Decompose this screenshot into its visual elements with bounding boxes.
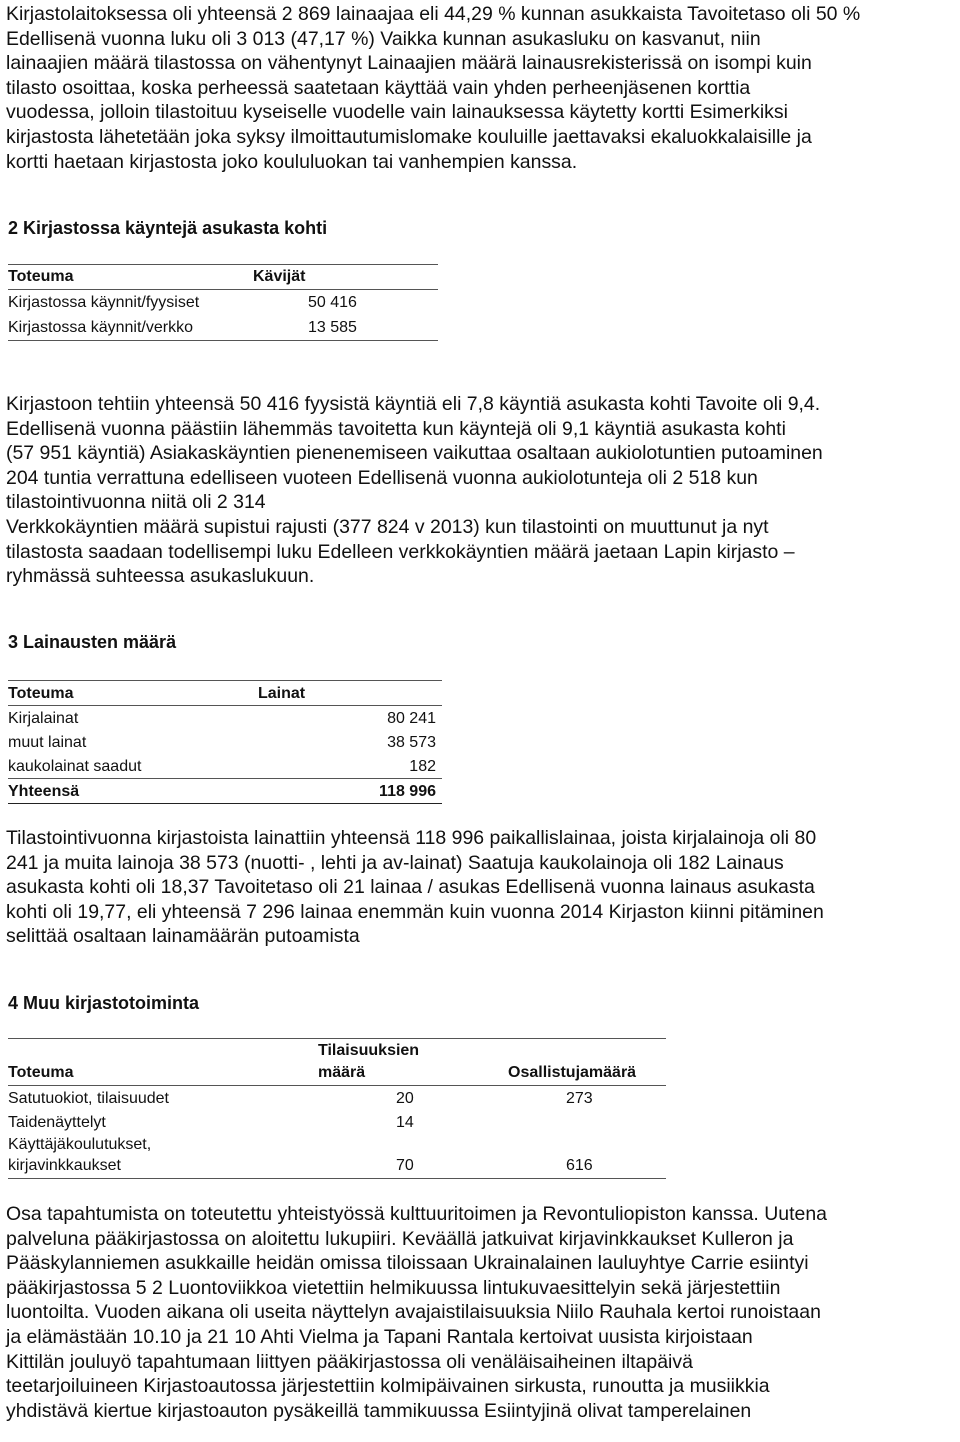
section-3-paragraph [6, 826, 954, 949]
table-rule [8, 1178, 666, 1179]
row-label-line1: Käyttäjäkoulutukset, [8, 1136, 152, 1153]
col-header-kavijat: Kävijät [253, 268, 306, 285]
text-line: Kittilän jouluyö tapahtumaan liittyen pääkirjastossa oli venäläisaiheinen iltapäivä [6, 1350, 693, 1373]
text-line: pääkirjastossa 5 2 Luontoviikkoa vietettiin helmikuussa lintukuvaesittelyin sekä järjestettiin [6, 1276, 781, 1299]
row-value: 182 [409, 758, 436, 775]
section-2-heading: 2 Kirjastossa käyntejä asukasta kohti [8, 218, 328, 238]
section-3-heading: 3 Lainausten määrä [8, 632, 177, 652]
col-header-lainat: Lainat [258, 685, 306, 702]
text-line: kortti haetaan kirjastosta joko koululuokan tai vanhempien kanssa. [6, 150, 578, 173]
row-label: Kirjastossa käynnit/verkko [8, 319, 193, 336]
text-line: teetarjoiluineen Kirjastoautossa järjestettiin kolmipäivainen sirkusta, runoutta ja musiikkia [6, 1375, 770, 1398]
text-line: ja elämästään 10.10 ja 21 10 Ahti Vielma ja Tapani Rantala kertoivat uusista kirjoistaan [6, 1325, 753, 1348]
col-header-participants: Osallistujamäärä [508, 1064, 637, 1081]
text-line: 204 tuntia verrattuna edelliseen vuoteen Edellisenä vuonna aukiolotunteja oli 2 518 kun [6, 466, 758, 489]
row-label: Kirjalainat [8, 710, 79, 727]
text-line: Verkkokäyntien määrä supistui rajusti (377 824 v 2013) kun tilastointi on muuttunut ja nyt [6, 515, 769, 538]
text-line: palveluna pääkirjastossa on aloitettu lukupiiri. Keväällä jatkuivat kirjavinkkaukset Kulleron ja [6, 1227, 794, 1250]
row-value: 38 573 [387, 734, 436, 751]
table-rule [8, 289, 438, 290]
col-header-toteuma: Toteuma [8, 268, 74, 285]
text-line: tilastosta saadaan todellisempi luku Edelleen verkkokäyntien määrä jaetaan Lapin kirjasto – [6, 540, 795, 563]
col-header-toteuma: Toteuma [8, 685, 74, 702]
table-rule [8, 264, 438, 265]
section-4-heading: 4 Muu kirjastotoiminta [8, 993, 200, 1013]
row-label: Kirjastossa käynnit/fyysiset [8, 294, 200, 311]
row-count: 20 [396, 1090, 414, 1107]
row-label: kaukolainat saadut [8, 758, 142, 775]
text-line: (57 951 käyntiä) Asiakaskäyntien pienenemiseen vaikuttaa osaltaan aukiolotuntien putoaminen [6, 442, 823, 465]
text-line: Pääskylanniemen asukkaille heidän omissa tiloissaan Ukrainalainen lauluyhtye Carrie esiintyi [6, 1252, 809, 1275]
section-4-paragraph [6, 1202, 954, 1423]
text-line: Kirjastoon tehtiin yhteensä 50 416 fyysistä käyntiä eli 7,8 käyntiä asukasta kohti Tavoite oli 9,4. [6, 393, 821, 415]
table-rule [8, 803, 442, 804]
table-rule [8, 340, 438, 341]
text-line: yhdistävä kiertue kirjastoauton pysäkeillä tammikuussa Esiintyjinä olivat tamperelainen [6, 1399, 752, 1422]
activities-table [8, 1036, 666, 1182]
text-line: vuodessa, jolloin tilastoituu kyseiselle vuodelle vain lainauksessa käytetty kortti Esimerkiksi [6, 101, 788, 124]
total-label: Yhteensä [8, 783, 80, 800]
table-rule [8, 778, 442, 779]
text-line: Edellisenä vuonna päästiin lähemmäs tavoitetta kun käyntejä oli 9,1 käyntiä asukasta kohti [6, 417, 786, 440]
intro-paragraph [6, 2, 954, 174]
table-rule [8, 1038, 666, 1039]
table-rule [8, 1085, 666, 1086]
text-line: Tilastointivuonna kirjastoista lainattiin yhteensä 118 996 paikallislainaa, joista kirjalainoja oli 80 [6, 827, 817, 849]
text-line: kirjastosta lähetetään joka syksy ilmoittautumislomake kouluille jaettavaksi ekaluokkalaisille ja [6, 125, 812, 148]
table-rule [8, 705, 442, 706]
visitors-table [8, 258, 438, 348]
text-line: lainaajien määrä tilastossa on vähentynyt Lainaajien määrä lainausrekisterissä on isompi kuin [6, 52, 812, 75]
text-line: kohti oli 19,77, eli yhteensä 7 296 lainaa enemmän kuin vuonna 2014 Kirjaston kiinni pitäminen [6, 900, 824, 923]
col-header-count-line1: Tilaisuuksien [318, 1042, 420, 1059]
text-line: selittää osaltaan lainamäärän putoamista [6, 925, 360, 948]
row-label: Satutuokiot, tilaisuudet [8, 1090, 169, 1107]
row-count: 70 [396, 1157, 414, 1174]
col-header-toteuma: Toteuma [8, 1064, 74, 1081]
row-count: 14 [396, 1114, 414, 1131]
row-value: 80 241 [387, 710, 436, 727]
loans-table [8, 678, 442, 808]
text-line: tilasto osoittaa, koska perheessä saatetaan käyttää vain yhden perheenjäsenen korttia [6, 76, 751, 99]
text-line: tilastointivuonna niitä oli 2 314 [6, 491, 266, 514]
row-participants: 616 [566, 1157, 593, 1174]
row-label: muut lainat [8, 734, 87, 751]
row-participants: 273 [566, 1090, 593, 1107]
row-label-line2: kirjavinkkaukset [8, 1157, 121, 1174]
text-line: asukasta kohti oli 18,37 Tavoitetaso oli 21 lainaa / asukas Edellisenä vuonna lainaus asukasta [6, 876, 815, 899]
text-line: Osa tapahtumista on toteutettu yhteistyössä kulttuuritoimen ja Revontuliopiston kanssa. Uutena [6, 1203, 827, 1225]
col-header-count-line2: määrä [318, 1064, 366, 1081]
text-line: ryhmässä suhteessa asukaslukuun. [6, 565, 315, 588]
text-line: 241 ja muita lainoja 38 573 (nuotti- , lehti ja av-lainat) Saatuja kaukolainoja oli 182 Lainaus [6, 851, 784, 874]
row-value: 50 416 [308, 294, 357, 311]
text-line: Kirjastolaitoksessa oli yhteensä 2 869 lainaajaa eli 44,29 % kunnan asukkaista Tavoitetaso oli 50 % [6, 3, 861, 25]
table-rule [8, 680, 442, 681]
text-line: luontoilta. Vuoden aikana oli useita näyttelyn avajaistilaisuuksia Niilo Rauhala kertoi runoistaan [6, 1301, 821, 1324]
row-value: 13 585 [308, 319, 357, 336]
text-line: Edellisenä vuonna luku oli 3 013 (47,17 %) Vaikka kunnan asukasluku on kasvanut, niin [6, 27, 761, 50]
section-2-paragraph [6, 392, 954, 589]
row-label: Taidenäyttelyt [8, 1114, 106, 1131]
total-value: 118 996 [379, 783, 436, 800]
